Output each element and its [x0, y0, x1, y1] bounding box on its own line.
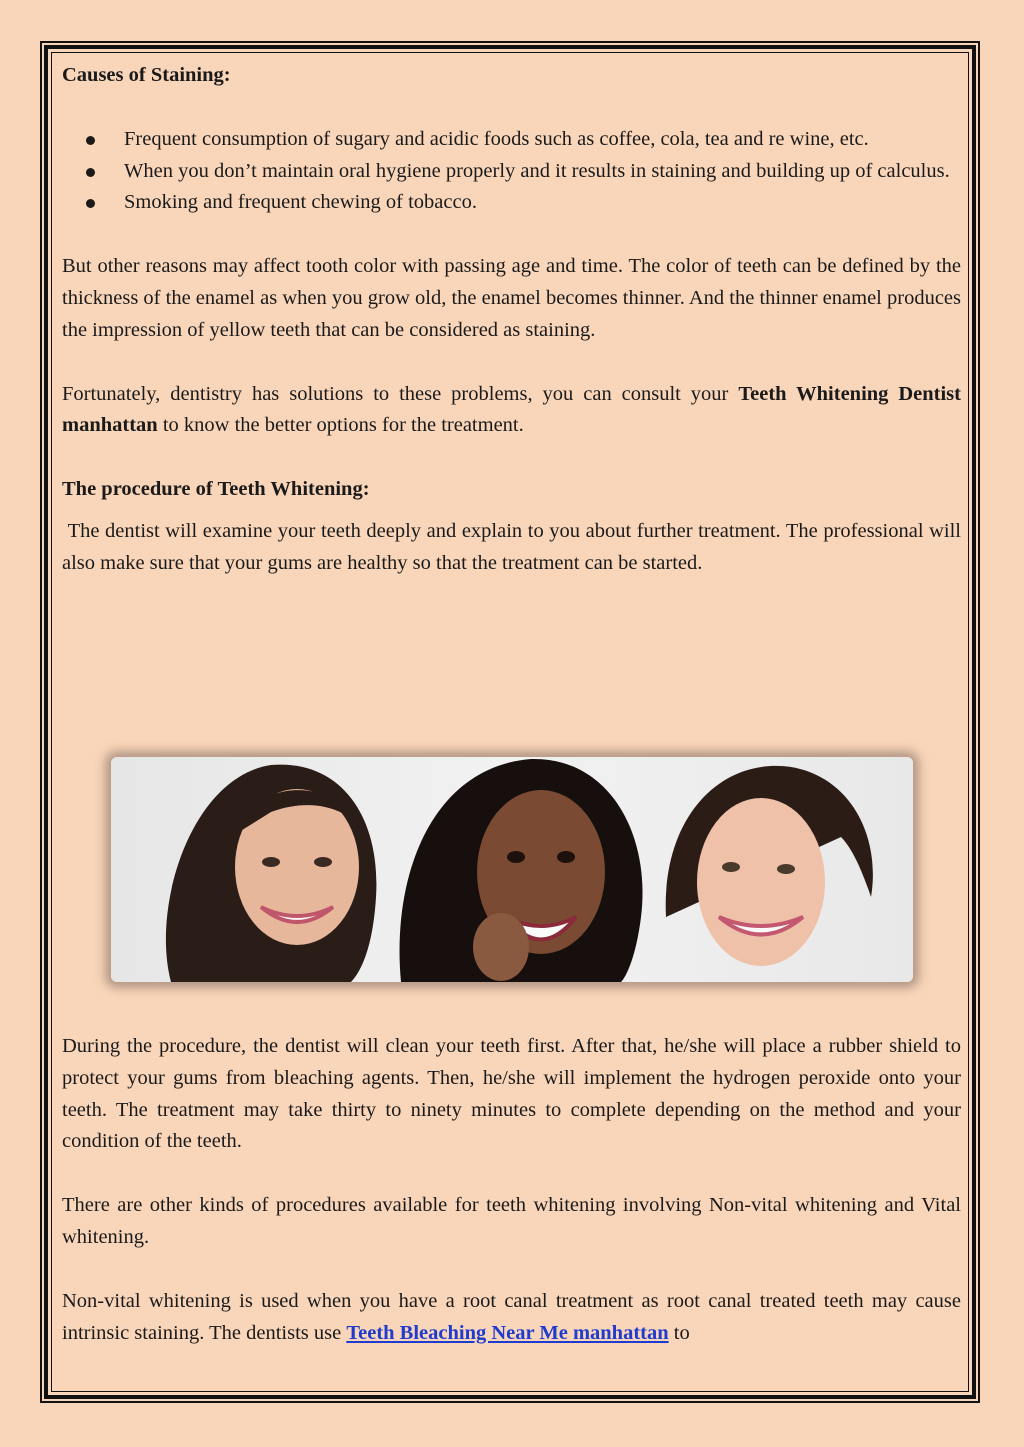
bullet-icon — [86, 168, 95, 177]
list-item — [62, 124, 961, 156]
fortunately-paragraph — [62, 379, 961, 443]
list-item — [62, 187, 961, 219]
dentist-keyword: Teeth Whitening Dentist manhattan — [62, 382, 961, 437]
nonvital-paragraph — [62, 1286, 961, 1350]
nonvital-text-after: to — [668, 1321, 690, 1344]
document-body-bottom — [62, 1031, 961, 1349]
document-body-top — [62, 60, 967, 580]
bullet-icon — [86, 199, 95, 208]
causes-list — [62, 124, 961, 219]
photo-illustration — [111, 757, 913, 982]
procedure-intro: The dentist will examine your teeth deeply and explain to you about further treatment. The professional will also make sure that your gums are healthy so that the treatment can be started. — [62, 519, 967, 574]
list-item-text: When you don’t maintain oral hygiene properly and it results in staining and building up of calculus. — [124, 159, 950, 182]
age-paragraph: But other reasons may affect tooth color with passing age and time. The color of teeth can be defined by the thickness of the enamel as when you grow old, the enamel becomes thinner. And the thinner enamel produces the impression of yellow teeth that can be considered as staining. — [62, 255, 961, 341]
causes-heading: Causes of Staining: — [62, 64, 231, 86]
list-item — [62, 156, 961, 188]
list-item-text: Smoking and frequent chewing of tobacco. — [124, 191, 477, 214]
teeth-bleaching-link[interactable]: Teeth Bleaching Near Me manhattan — [346, 1321, 669, 1344]
fortunately-text-after: to know the better options for the treatment. — [157, 414, 524, 437]
bullet-icon — [86, 136, 95, 145]
list-item-text: Frequent consumption of sugary and acidic foods such as coffee, cola, tea and re wine, etc. — [124, 127, 869, 150]
fortunately-text-before: Fortunately, dentistry has solutions to these problems, you can consult your — [62, 382, 739, 405]
kinds-paragraph: There are other kinds of procedures available for teeth whitening involving Non-vital whitening and Vital whitening. — [62, 1194, 961, 1248]
during-paragraph: During the procedure, the dentist will clean your teeth first. After that, he/she will place a rubber shield to protect your gums from bleaching agents. Then, he/she will implement the hydrogen peroxide onto your teeth. The treatment may take thirty to ninety minutes to complete depending on the method and your condition of the teeth. — [62, 1035, 961, 1153]
nonvital-text-before: Non-vital whitening is used when you have a root canal treatment as root canal treated teeth may cause intrinsic staining. The dentists use — [62, 1289, 961, 1344]
smiling-women-photo — [111, 757, 913, 982]
procedure-heading: The procedure of Teeth Whitening: — [62, 478, 370, 501]
